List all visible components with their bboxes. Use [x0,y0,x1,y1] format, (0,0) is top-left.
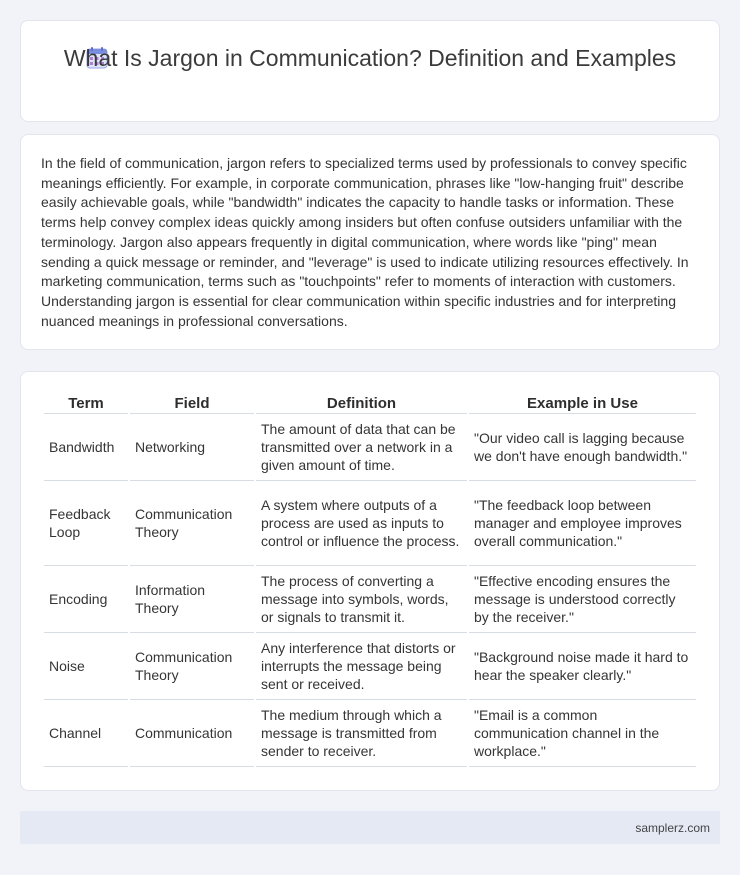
cell-field: Communication Theory [130,481,254,566]
header-example: Example in Use [469,392,696,414]
cell-term: Bandwidth [44,414,128,481]
page-title: What Is Jargon in Communication? Definition and Examples [63,45,677,71]
table-row [44,414,696,481]
table-row [44,481,696,566]
jargon-table [42,392,698,767]
table-row [44,700,696,767]
table-row [44,633,696,700]
table-card [20,371,720,791]
cell-definition: The amount of data that can be transmitted over a network in a given amount of time. [256,414,467,481]
cell-example: "Background noise made it hard to hear the speaker clearly." [469,633,696,700]
footer-site-link[interactable]: samplerz.com [635,821,710,835]
header-field: Field [130,392,254,414]
intro-paragraph: In the field of communication, jargon refers to specialized terms used by professionals to convey specific meanings efficiently. For example, in corporate communication, phrases like "low-hanging fruit" describe easily achievable goals, while "bandwidth" indicates the capacity to handle tasks or information. These terms help convey complex ideas quickly among insiders but often confuse outsiders unfamiliar with the terminology. Jargon also appears frequently in digital communication, where words like "ping" mean sending a quick message or reminder, and "leverage" is used to indicate utilizing resources effectively. In marketing communication, terms such as "touchpoints" refer to moments of interaction with customers. Understanding jargon is essential for clear communication within specific industries and for interpreting nuanced meanings in professional conversations. [41,155,689,329]
cell-field: Information Theory [130,566,254,633]
cell-term: Noise [44,633,128,700]
header-definition: Definition [256,392,467,414]
cell-definition: Any interference that distorts or interrupts the message being sent or received. [256,633,467,700]
cell-definition: The medium through which a message is transmitted from sender to receiver. [256,700,467,767]
cell-field: Communication Theory [130,633,254,700]
cell-example: "Our video call is lagging because we don't have enough bandwidth." [469,414,696,481]
table-header-row [44,392,696,414]
cell-term: Channel [44,700,128,767]
intro-card [20,134,720,350]
table-row [44,566,696,633]
cell-field: Communication [130,700,254,767]
cell-definition: A system where outputs of a process are used as inputs to control or influence the process. [256,481,467,566]
title-card [20,20,720,122]
cell-term: Feedback Loop [44,481,128,566]
footer-bar [20,811,720,844]
header-term: Term [44,392,128,414]
cell-example: "The feedback loop between manager and employee improves overall communication." [469,481,696,566]
cell-example: "Email is a common communication channel in the workplace." [469,700,696,767]
cell-definition: The process of converting a message into symbols, words, or signals to transmit it. [256,566,467,633]
cell-field: Networking [130,414,254,481]
cell-example: "Effective encoding ensures the message is understood correctly by the receiver." [469,566,696,633]
cell-term: Encoding [44,566,128,633]
